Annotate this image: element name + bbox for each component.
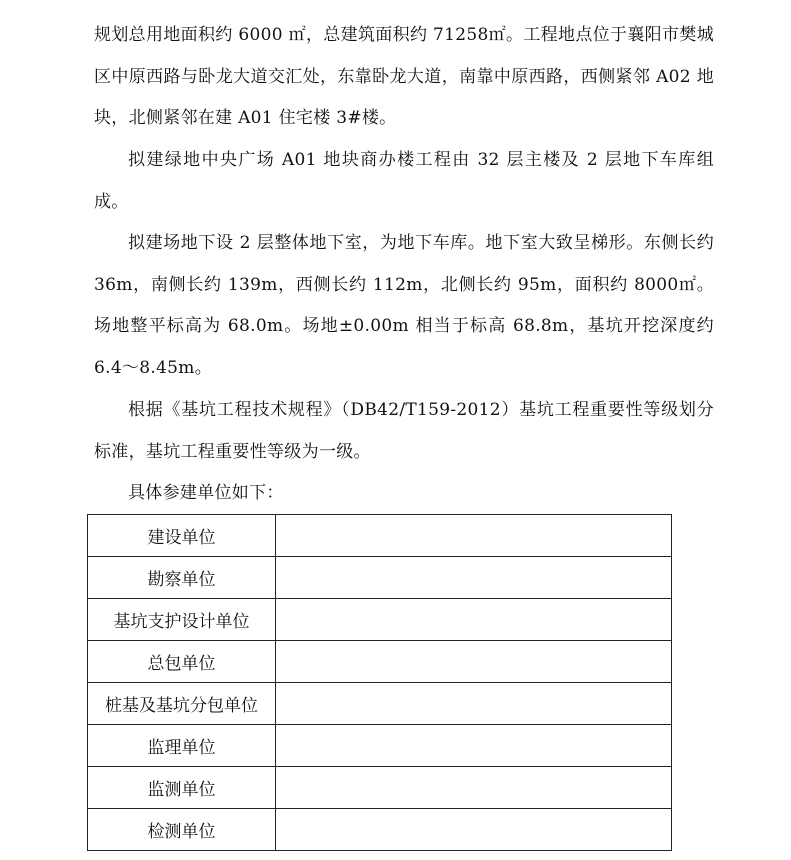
table-cell-label: 桩基及基坑分包单位 (88, 683, 276, 725)
participants-table (87, 514, 672, 851)
table-cell-value (276, 809, 672, 851)
table-cell-label: 监理单位 (88, 725, 276, 767)
table-row (88, 557, 672, 599)
paragraph-building-composition: 拟建绿地中央广场 A01 地块商办楼工程由 32 层主楼及 2 层地下车库组成。 (94, 150, 714, 212)
table-cell-value (276, 767, 672, 809)
table-cell-value (276, 599, 672, 641)
table-row (88, 683, 672, 725)
table-cell-label: 勘察单位 (88, 557, 276, 599)
table-cell-label: 监测单位 (88, 767, 276, 809)
table-cell-label: 基坑支护设计单位 (88, 599, 276, 641)
table-row (88, 641, 672, 683)
table-row (88, 809, 672, 851)
table-row (88, 515, 672, 557)
paragraph-basement-description: 拟建场地下设 2 层整体地下室，为地下车库。地下室大致呈梯形。东侧长约 36m，南侧长约 139m，西侧长约 112m，北侧长约 95m，面积约 8000㎡。场地整平标高为 68.0m。场地±0.00m 相当于标高 68.8m，基坑开挖深度约 6.4～8.45m。 (94, 233, 714, 378)
table-row (88, 725, 672, 767)
paragraph-importance-level: 根据《基坑工程技术规程》（DB42/T159-2012）基坑工程重要性等级划分标准，基坑工程重要性等级为一级。 (94, 400, 714, 462)
table-row (88, 767, 672, 809)
table-cell-label: 总包单位 (88, 641, 276, 683)
table-cell-label: 建设单位 (88, 515, 276, 557)
table-cell-value (276, 725, 672, 767)
paragraph-participants-intro: 具体参建单位如下： (128, 483, 284, 503)
table-row (88, 599, 672, 641)
table-cell-value (276, 515, 672, 557)
table-cell-value (276, 641, 672, 683)
table-cell-value (276, 683, 672, 725)
paragraph-site-area: 规划总用地面积约 6000 ㎡，总建筑面积约 71258㎡。工程地点位于襄阳市樊城区中原西路与卧龙大道交汇处，东靠卧龙大道，南靠中原西路，西侧紧邻 A02 地块，北侧紧邻在建 A01 住宅楼 3#楼。 (94, 25, 714, 128)
table-cell-value (276, 557, 672, 599)
table-cell-label: 检测单位 (88, 809, 276, 851)
